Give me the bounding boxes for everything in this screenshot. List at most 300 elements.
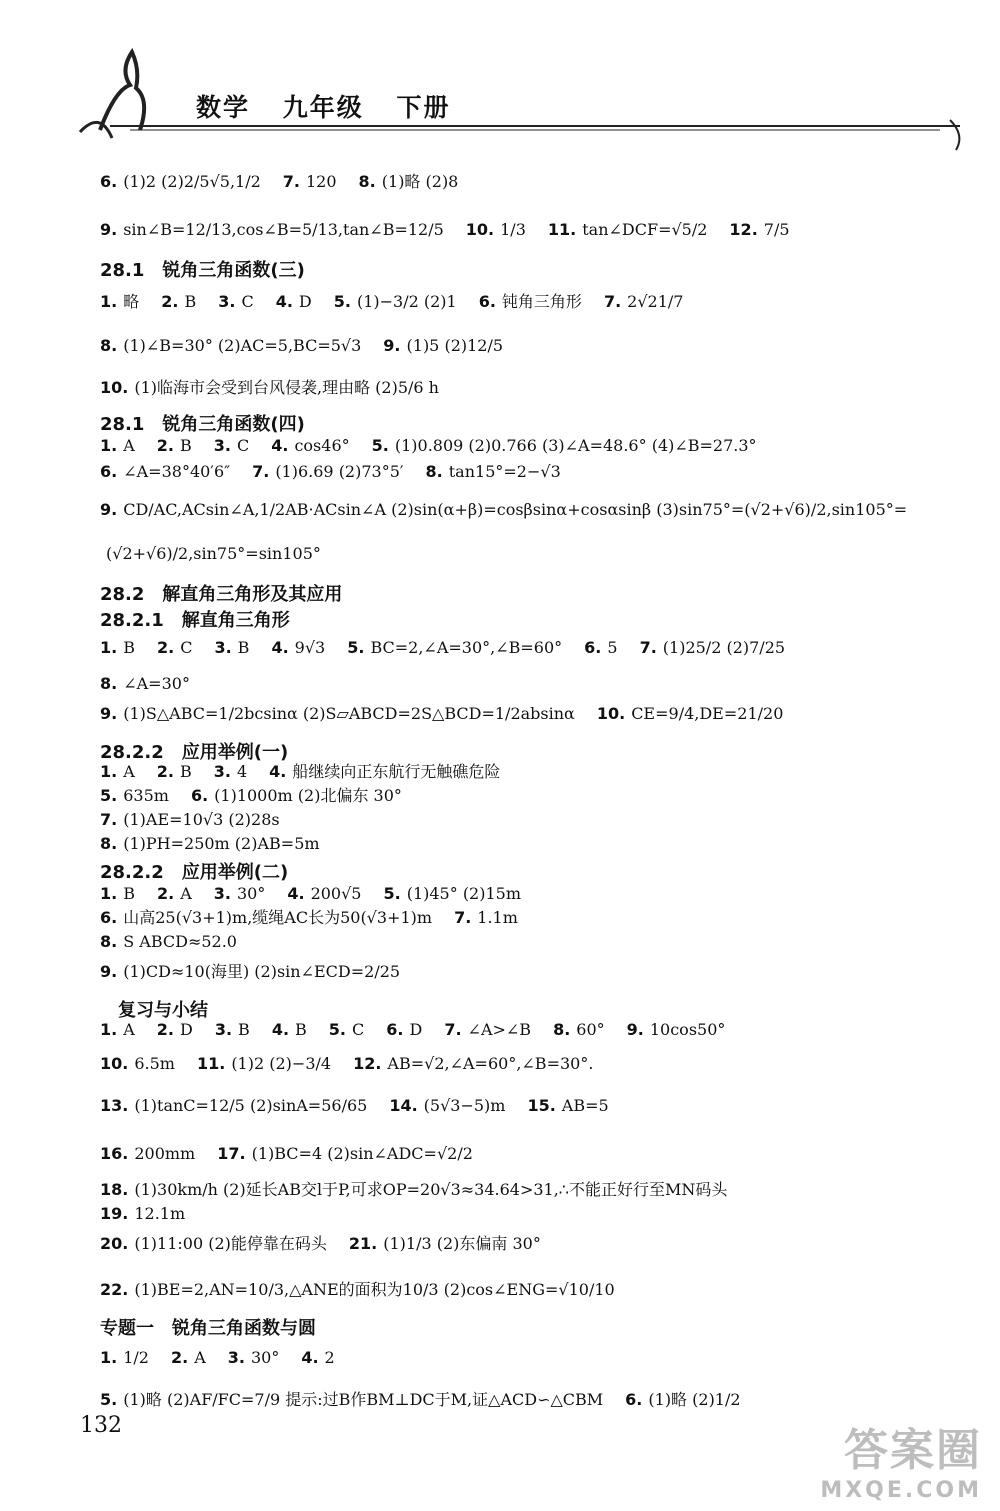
- section-title: 锐角三角函数(四): [162, 414, 305, 435]
- answer-text: (1)−3/2 (2)1: [356, 292, 457, 311]
- section-title: 应用举例(二): [181, 862, 289, 883]
- question-number: 8.: [100, 336, 118, 355]
- answer-item: [100, 172, 261, 192]
- answer-item: [287, 884, 361, 904]
- question-number: 6.: [478, 292, 496, 311]
- section-number: 28.2.1: [100, 610, 164, 631]
- answer-item: [276, 292, 312, 312]
- section-title: 应用举例(一): [181, 742, 289, 763]
- answer-text: (1)1000m (2)北偏东 30°: [214, 786, 402, 805]
- answer-text: (1)略 (2)AF/FC=7/9 提示:过B作BM⊥DC于M,证△ACD∽△CBM: [123, 1390, 604, 1409]
- answer-item: [100, 810, 280, 830]
- answer-text: C: [352, 1020, 365, 1039]
- answer-item: [100, 500, 907, 520]
- question-number: 9.: [100, 704, 118, 723]
- question-number: 5.: [333, 292, 351, 311]
- answer-text: 船继续向正东航行无触礁危险: [292, 762, 501, 781]
- question-number: 3.: [213, 436, 231, 455]
- answer-line: [100, 500, 929, 520]
- question-number: 9.: [626, 1020, 644, 1039]
- answer-item: [100, 962, 400, 982]
- answer-text: ∠A=38°40′6″: [123, 462, 231, 481]
- question-number: 19.: [100, 1204, 129, 1223]
- question-number: 4.: [271, 638, 289, 657]
- question-number: 8.: [100, 932, 118, 951]
- answer-item: [214, 762, 247, 782]
- question-number: 14.: [389, 1096, 418, 1115]
- question-number: 9.: [383, 336, 401, 355]
- answer-text: B: [237, 638, 250, 657]
- answer-item: [479, 292, 582, 312]
- answer-item: [214, 436, 249, 456]
- answer-text: B: [123, 884, 135, 903]
- answer-item: [729, 220, 789, 240]
- answer-item: [157, 762, 192, 782]
- answer-item: [157, 436, 192, 456]
- question-number: 4.: [287, 884, 305, 903]
- answer-item: [100, 786, 169, 806]
- answer-text: 12.1m: [134, 1204, 186, 1223]
- answer-text: 10cos50°: [649, 1020, 726, 1039]
- section-number: 28.1: [100, 260, 145, 281]
- question-number: 6.: [100, 172, 118, 191]
- section-number: 28.1: [100, 414, 145, 435]
- answer-item: [157, 884, 192, 904]
- answer-item: [383, 884, 521, 904]
- answer-item: [597, 704, 784, 724]
- answer-line: [100, 462, 583, 482]
- answer-item: [100, 292, 139, 312]
- question-number: 8.: [100, 834, 118, 853]
- section-heading: [100, 1314, 316, 1340]
- question-number: 5.: [100, 1390, 118, 1409]
- answer-line: [100, 544, 343, 564]
- answer-item: [625, 1390, 740, 1410]
- answer-item: [334, 292, 457, 312]
- watermark-logo-text: 答案圈: [844, 1425, 982, 1476]
- section-heading: [100, 858, 288, 884]
- answer-text: 2√21/7: [627, 292, 684, 311]
- question-number: 13.: [100, 1096, 129, 1115]
- answer-line: [100, 762, 522, 782]
- answer-item: [100, 674, 190, 694]
- answer-text: (1)11:00 (2)能停靠在码头: [134, 1234, 327, 1253]
- section-heading: [100, 996, 208, 1022]
- answer-text: (1)tanC=12/5 (2)sinA=56/65: [134, 1096, 368, 1115]
- answer-item: [454, 908, 518, 928]
- question-number: 5.: [347, 638, 365, 657]
- answer-item: [100, 1020, 135, 1040]
- answer-text: S ABCD≈52.0: [123, 932, 237, 951]
- answer-text: B: [180, 436, 192, 455]
- answer-item: [171, 1348, 206, 1368]
- answer-item: [161, 292, 196, 312]
- answer-item: [386, 1020, 422, 1040]
- answer-text: (1)2 (2)−3/4: [231, 1054, 332, 1073]
- section-number: 28.2: [100, 584, 145, 605]
- answer-item: [283, 172, 337, 192]
- watermark: [820, 1414, 982, 1503]
- answer-item: [197, 1054, 331, 1074]
- answer-line: [100, 932, 259, 952]
- answer-text: CD/AC,ACsin∠A,1/2AB·ACsin∠A (2)sin(α+β)=cosβsinα+cosαsinβ (3)sin75°=(√2+√6)/2,sin105°=: [123, 500, 908, 519]
- answer-text: C: [241, 292, 254, 311]
- answer-line: [100, 220, 812, 240]
- answer-item: [426, 462, 561, 482]
- answer-text: (1)PH=250m (2)AB=5m: [123, 834, 320, 853]
- answer-line: [100, 1280, 637, 1300]
- answer-line: [100, 1390, 763, 1410]
- question-number: 2.: [156, 1020, 174, 1039]
- answer-item: [100, 1204, 185, 1224]
- answer-text: 6.5m: [134, 1054, 175, 1073]
- header-title: [196, 88, 472, 124]
- answer-text: tan∠DCF=√5/2: [582, 220, 708, 239]
- question-number: 7.: [603, 292, 622, 311]
- answer-item: [383, 336, 503, 356]
- question-number: 9.: [100, 220, 118, 239]
- question-number: 16.: [100, 1144, 129, 1163]
- answer-text: (1)1/3 (2)东偏南 30°: [383, 1234, 541, 1253]
- answer-text: (1)CD≈10(海里) (2)sin∠ECD=2/25: [123, 962, 401, 981]
- question-number: 20.: [100, 1234, 129, 1253]
- answer-item: [301, 1348, 334, 1368]
- section-heading: [100, 738, 288, 764]
- question-number: 7.: [100, 810, 118, 829]
- answer-item: [100, 908, 432, 928]
- answer-text: 30°: [236, 884, 266, 903]
- answer-item: [553, 1020, 605, 1040]
- question-number: 3.: [227, 1348, 245, 1367]
- answer-text: 山高25(√3+1)m,缆绳AC长为50(√3+1)m: [123, 908, 433, 927]
- answer-item: [100, 1180, 727, 1200]
- answer-item: [215, 1020, 250, 1040]
- answer-line: [100, 1054, 615, 1074]
- answer-item: [347, 638, 562, 658]
- answer-text: 钝角三角形: [501, 292, 582, 311]
- answer-item: [271, 638, 325, 658]
- answer-text: (1)S△ABC=1/2bcsinα (2)S▱ABCD=2S△BCD=1/2absinα: [123, 704, 575, 723]
- header-volume: 下册: [396, 93, 451, 122]
- question-number: 4.: [271, 1020, 290, 1039]
- answer-text: 1/3: [500, 220, 526, 239]
- question-number: 9.: [100, 500, 118, 519]
- question-number: 10.: [100, 378, 129, 397]
- answer-item: [372, 436, 757, 456]
- answer-text: B: [123, 638, 135, 657]
- answer-text: CE=9/4,DE=21/20: [631, 704, 784, 723]
- answer-text: 2: [324, 1348, 335, 1367]
- answer-item: [353, 1054, 593, 1074]
- question-number: 5.: [371, 436, 389, 455]
- question-number: 3.: [214, 638, 232, 657]
- answer-text: D: [409, 1020, 423, 1039]
- answer-item: [627, 1020, 726, 1040]
- answer-text: B: [238, 1020, 250, 1039]
- answer-item: [100, 932, 237, 952]
- section-heading: [100, 410, 305, 436]
- answer-item: [100, 884, 135, 904]
- answer-text: (1)AE=10√3 (2)28s: [123, 810, 280, 829]
- question-number: 4.: [275, 292, 293, 311]
- answer-text: 1/2: [123, 1348, 149, 1367]
- question-number: 1.: [100, 638, 118, 657]
- question-number: 1.: [100, 292, 118, 311]
- answer-item: [191, 786, 402, 806]
- answer-line: [100, 436, 779, 456]
- answer-line: [100, 292, 705, 312]
- question-number: 7.: [282, 172, 300, 191]
- answer-item: [100, 1054, 175, 1074]
- answer-line: [100, 786, 424, 806]
- answer-line: [100, 1020, 747, 1040]
- answer-text: D: [298, 292, 312, 311]
- section-title: 锐角三角函数(三): [162, 260, 305, 281]
- answer-line: [100, 962, 422, 982]
- question-number: 18.: [100, 1180, 129, 1199]
- answer-line: [100, 810, 302, 830]
- answer-line: [100, 172, 480, 192]
- answer-item: [100, 1234, 327, 1254]
- answer-item: [217, 1144, 473, 1164]
- answer-text: (1)2 (2)2/5√5,1/2: [123, 172, 261, 191]
- answer-line: [100, 908, 540, 928]
- answer-item: [584, 638, 617, 658]
- answer-item: [100, 378, 439, 398]
- answer-item: [548, 220, 708, 240]
- answer-item: [269, 762, 500, 782]
- answer-text: 200√5: [310, 884, 362, 903]
- question-number: 11.: [196, 1054, 226, 1073]
- question-number: 12.: [729, 220, 758, 239]
- question-number: 1.: [100, 1348, 118, 1367]
- question-number: 6.: [625, 1390, 643, 1409]
- question-number: 8.: [100, 674, 118, 693]
- question-number: 1.: [100, 436, 118, 455]
- answer-line: [100, 336, 525, 356]
- answer-item: [604, 292, 684, 312]
- answer-item: [100, 1096, 367, 1116]
- answer-text: B: [180, 762, 192, 781]
- answer-text: 30°: [250, 1348, 280, 1367]
- section-title: 解直角三角形: [181, 610, 290, 631]
- question-number: 3.: [213, 762, 231, 781]
- question-number: 6.: [386, 1020, 404, 1039]
- answer-text: 略: [123, 292, 140, 311]
- answer-line: [100, 674, 212, 694]
- answer-item: [100, 1280, 615, 1300]
- answer-item: [100, 436, 135, 456]
- answer-text: A: [180, 884, 192, 903]
- question-number: 4.: [269, 762, 287, 781]
- question-number: 12.: [353, 1054, 382, 1073]
- answer-text: 60°: [576, 1020, 605, 1039]
- question-number: 1.: [100, 1020, 118, 1039]
- answer-item: [252, 462, 403, 482]
- section-number: 专题一: [100, 1318, 154, 1339]
- question-number: 5.: [100, 786, 118, 805]
- answer-text: 7/5: [763, 220, 790, 239]
- question-number: 6.: [100, 908, 118, 927]
- answer-line: [100, 1096, 631, 1116]
- answer-item: [100, 462, 230, 482]
- answer-text: (1)6.69 (2)73°5′: [275, 462, 404, 481]
- section-title: 解直角三角形及其应用: [162, 584, 343, 605]
- answer-item: [214, 884, 266, 904]
- answer-text: BC=2,∠A=30°,∠B=60°: [370, 638, 563, 657]
- question-number: 6.: [584, 638, 602, 657]
- question-number: 11.: [547, 220, 577, 239]
- answer-item: [272, 1020, 307, 1040]
- answer-item: [157, 1020, 193, 1040]
- question-number: 2.: [156, 762, 174, 781]
- answer-text: C: [236, 436, 250, 455]
- question-number: 10.: [465, 220, 495, 239]
- section-heading: [100, 580, 342, 606]
- answer-item: [100, 220, 444, 240]
- answer-item: [640, 638, 786, 658]
- answer-text: 9√3: [294, 638, 326, 657]
- question-number: 17.: [217, 1144, 246, 1163]
- answer-text: 5: [607, 638, 618, 657]
- answer-item: [100, 1144, 195, 1164]
- answer-text: (1)∠B=30° (2)AC=5,BC=5√3: [123, 336, 362, 355]
- question-number: 8.: [425, 462, 443, 481]
- question-number: 15.: [527, 1096, 556, 1115]
- answer-text: (1)BC=4 (2)sin∠ADC=√2/2: [251, 1144, 473, 1163]
- answer-text: A: [123, 436, 135, 455]
- answer-text: 120: [306, 172, 337, 191]
- question-number: 5.: [328, 1020, 347, 1039]
- answer-text: (1)45° (2)15m: [406, 884, 522, 903]
- section-title: 锐角三角函数与圆: [172, 1318, 316, 1339]
- answer-text: (5√3−5)m: [423, 1096, 506, 1115]
- answer-item: [157, 638, 192, 658]
- answer-text: 4: [236, 762, 248, 781]
- question-number: 5.: [383, 884, 401, 903]
- answer-line: [100, 1180, 749, 1200]
- question-number: 3.: [213, 884, 231, 903]
- answer-text: 1.1m: [477, 908, 518, 927]
- answer-line: [100, 1204, 207, 1224]
- question-number: 8.: [358, 172, 376, 191]
- answer-line: [100, 1234, 563, 1254]
- question-number: 8.: [553, 1020, 571, 1039]
- answer-text: B: [184, 292, 197, 311]
- question-number: 7.: [444, 1020, 462, 1039]
- answer-text: (1)BE=2,AN=10/3,△ANE的面积为10/3 (2)cos∠ENG=√10/10: [134, 1280, 615, 1299]
- question-number: 3.: [214, 1020, 233, 1039]
- answer-text: cos46°: [294, 436, 350, 455]
- answer-text: (1)略 (2)1/2: [648, 1390, 741, 1409]
- answer-text: A: [194, 1348, 206, 1367]
- question-number: 7.: [454, 908, 472, 927]
- answer-text: ∠A>∠B: [467, 1020, 532, 1039]
- answer-text: (1)0.809 (2)0.766 (3)∠A=48.6° (4)∠B=27.3°: [394, 436, 757, 455]
- answer-text: C: [180, 638, 193, 657]
- question-number: 21.: [348, 1234, 378, 1253]
- answer-item: [444, 1020, 531, 1040]
- question-number: 6.: [190, 786, 209, 805]
- question-number: 4.: [301, 1348, 319, 1367]
- header-grade: 九年级: [282, 93, 364, 122]
- answer-item: [349, 1234, 541, 1254]
- answer-text: 635m: [123, 786, 169, 805]
- answer-item: [100, 704, 575, 724]
- answer-line: [100, 638, 807, 658]
- answer-line: [100, 884, 543, 904]
- answer-text: ∠A=30°: [123, 674, 190, 693]
- question-number: 2.: [156, 884, 175, 903]
- section-number: 28.2.2: [100, 862, 164, 883]
- answer-text: A: [123, 762, 135, 781]
- answer-text: AB=√2,∠A=60°,∠B=30°.: [387, 1054, 594, 1073]
- answer-text: (1)30km/h (2)延长AB交l于P,可求OP=20√3≈34.64>31,∴不能正好行至MN码头: [134, 1180, 728, 1199]
- answer-item: [214, 638, 249, 658]
- question-number: 9.: [100, 962, 118, 981]
- question-number: 10.: [596, 704, 626, 723]
- answer-text: AB=5: [561, 1096, 609, 1115]
- question-number: 2.: [161, 292, 179, 311]
- answer-text: D: [180, 1020, 193, 1039]
- answer-item: [329, 1020, 364, 1040]
- answer-item: [271, 436, 349, 456]
- answer-line: [100, 704, 805, 724]
- answer-line: [100, 1144, 495, 1164]
- answer-item: [389, 1096, 505, 1116]
- answer-text: tan15°=2−√3: [448, 462, 561, 481]
- answer-text: (1)略 (2)8: [381, 172, 459, 191]
- answer-item: [466, 220, 526, 240]
- answer-text: B: [295, 1020, 307, 1039]
- question-number: 6.: [100, 462, 118, 481]
- answer-item: [228, 1348, 280, 1368]
- question-number: 4.: [271, 436, 289, 455]
- answer-text: A: [123, 1020, 135, 1039]
- answer-text: sin∠B=12/13,cos∠B=5/13,tan∠B=12/5: [123, 220, 444, 239]
- answer-item: [100, 638, 135, 658]
- answer-item: [100, 834, 320, 854]
- answer-item: [359, 172, 459, 192]
- header-subject: 数学: [196, 93, 251, 122]
- answer-text: (1)5 (2)12/5: [406, 336, 504, 355]
- answer-text: (1)临海市会受到台风侵袭,理由略 (2)5/6 h: [134, 378, 439, 397]
- question-number: 22.: [100, 1280, 129, 1299]
- answer-item: [100, 1390, 603, 1410]
- question-number: 1.: [100, 762, 118, 781]
- page-number: 132: [80, 1413, 122, 1438]
- answer-line: [100, 378, 461, 398]
- section-title: 复习与小结: [118, 1000, 208, 1021]
- answer-item: [100, 336, 361, 356]
- question-number: 3.: [218, 292, 236, 311]
- section-heading: [100, 606, 290, 632]
- answer-line: [100, 1348, 357, 1368]
- answer-item: [100, 762, 135, 782]
- answer-item: [100, 1348, 149, 1368]
- question-number: 7.: [252, 462, 270, 481]
- section-heading: [100, 256, 305, 282]
- watermark-url: MXQE.COM: [820, 1478, 982, 1503]
- answer-text: (1)25/2 (2)7/25: [662, 638, 786, 657]
- question-number: 1.: [100, 884, 118, 903]
- question-number: 10.: [100, 1054, 129, 1073]
- answer-text: (√2+√6)/2,sin75°=sin105°: [106, 544, 321, 563]
- question-number: 2.: [156, 436, 174, 455]
- question-number: 7.: [639, 638, 657, 657]
- section-number: 28.2.2: [100, 742, 164, 763]
- question-number: 2.: [170, 1348, 189, 1367]
